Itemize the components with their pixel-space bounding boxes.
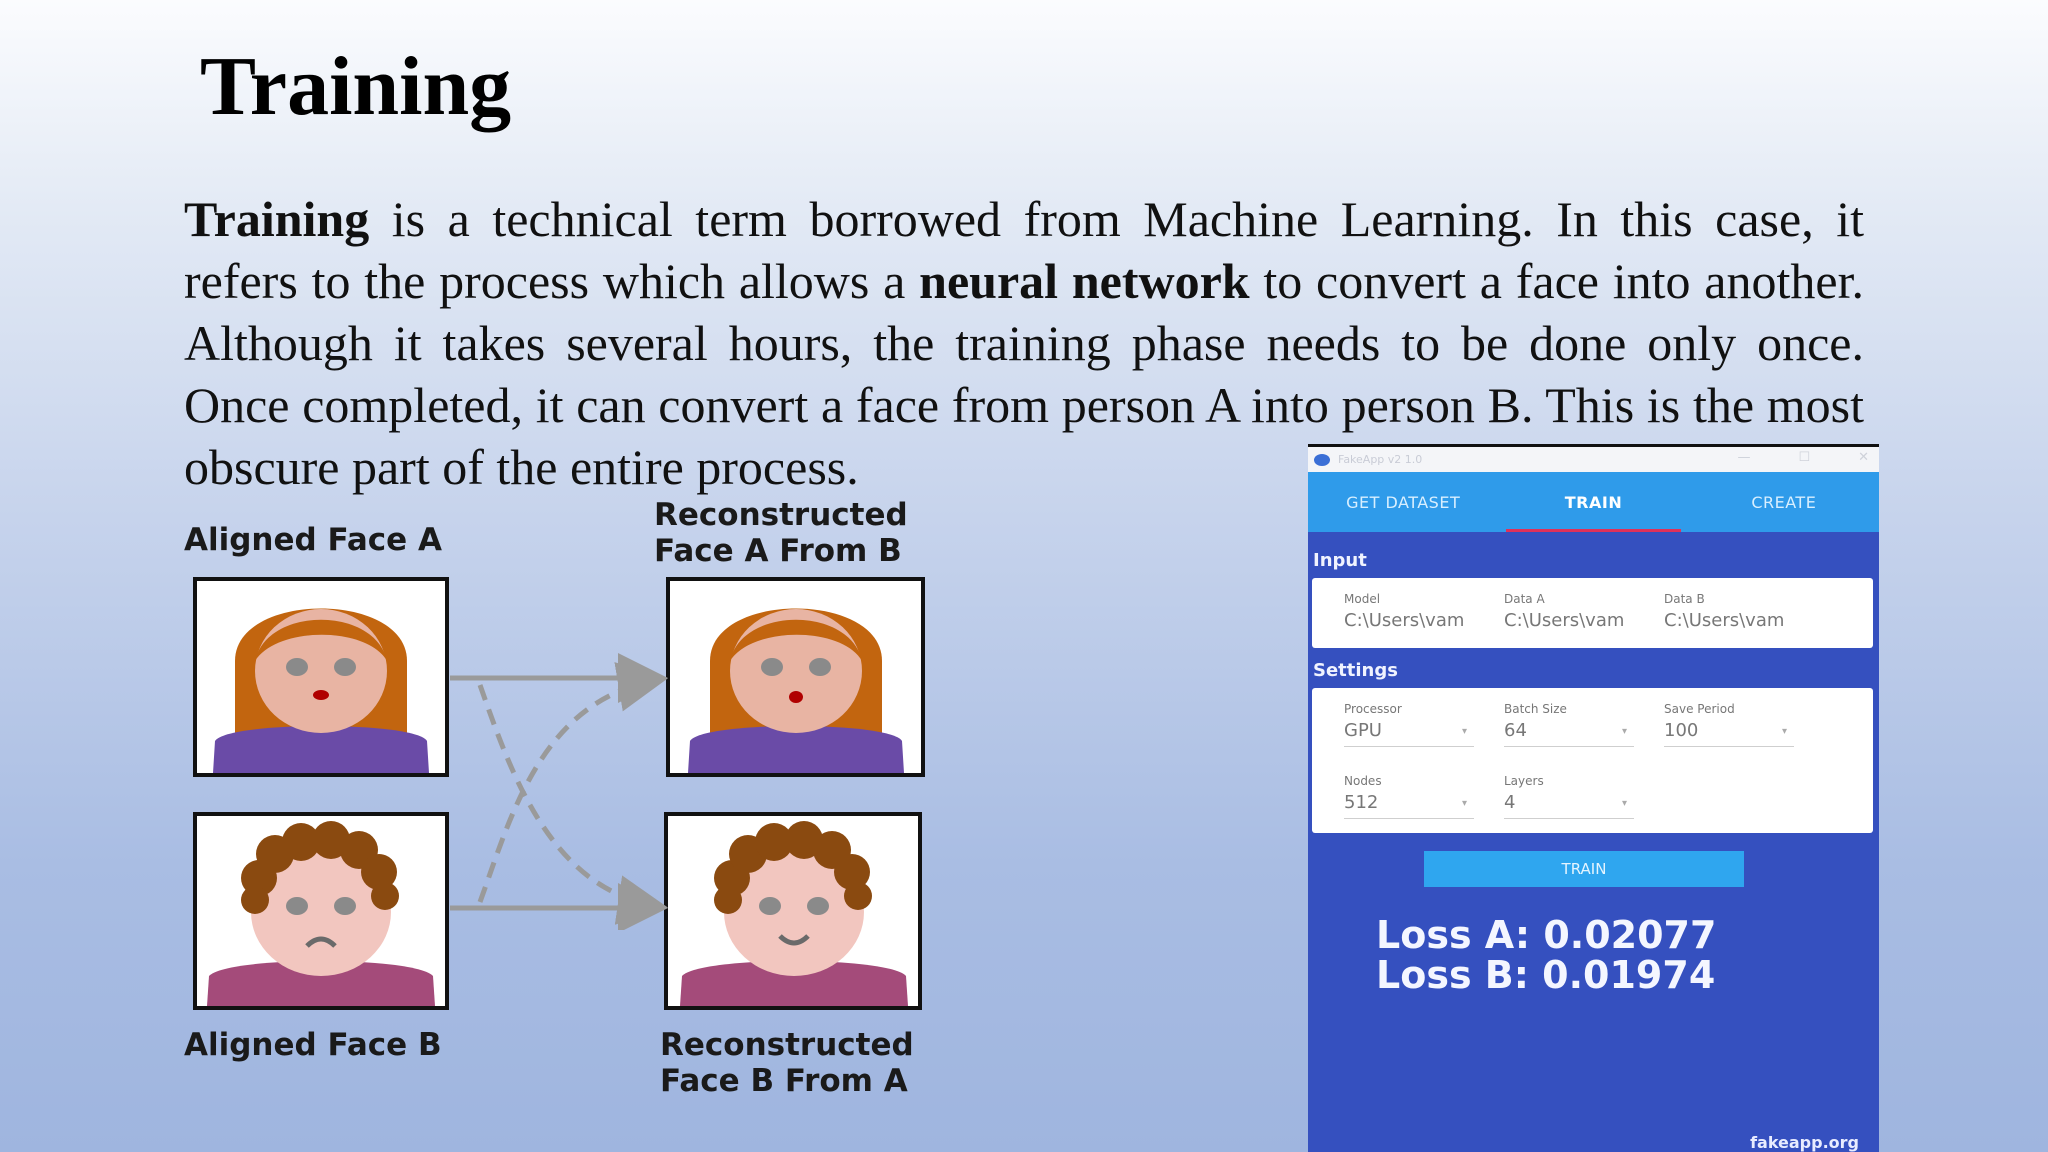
- arrow-b-to-a-dashed: [480, 680, 658, 902]
- input-heading: Input: [1313, 550, 1367, 571]
- model-label: Model: [1344, 592, 1381, 606]
- aligned-face-a-image: [193, 577, 449, 777]
- label-aligned-face-b: Aligned Face B: [184, 1027, 442, 1063]
- data-b-field[interactable]: C:\Users\vam: [1664, 610, 1785, 631]
- nodes-underline: [1344, 818, 1474, 819]
- batch-size-chevron-down-icon[interactable]: ▾: [1622, 726, 1628, 737]
- label-reconstructed-b-line2: Face B From A: [660, 1063, 908, 1099]
- layers-label: Layers: [1504, 774, 1544, 788]
- save-period-label: Save Period: [1664, 702, 1735, 716]
- loss-b-readout: Loss B: 0.01974: [1376, 953, 1716, 997]
- data-b-label: Data B: [1664, 592, 1705, 606]
- app-logo-icon: [1314, 454, 1330, 466]
- save-period-chevron-down-icon[interactable]: ▾: [1782, 726, 1788, 737]
- paragraph-text-1: is a technical term borrowed from Machine Learning. In this case, it refers to the process which allows a: [184, 191, 1864, 309]
- paragraph-text-2: to convert a face into another. Although it takes several hours, the training phase needs to be done only once. Once completed, it can convert a face from person A into person B. This is the most obscure part of the entire process.: [184, 253, 1864, 495]
- tab-train[interactable]: TRAIN: [1498, 472, 1688, 532]
- nodes-select[interactable]: 512: [1344, 792, 1379, 813]
- batch-size-label: Batch Size: [1504, 702, 1567, 716]
- term-training: Training: [184, 191, 370, 247]
- label-reconstructed-b-line1: Reconstructed: [660, 1027, 914, 1063]
- model-field[interactable]: C:\Users\vam: [1344, 610, 1465, 631]
- nodes-chevron-down-icon[interactable]: ▾: [1462, 798, 1468, 809]
- app-title: FakeApp v2 1.0: [1338, 453, 1423, 466]
- tab-create[interactable]: CREATE: [1751, 492, 1817, 512]
- batch-size-select[interactable]: 64: [1504, 720, 1527, 741]
- processor-label: Processor: [1344, 702, 1402, 716]
- reconstructed-face-b-image: [664, 812, 922, 1010]
- tab-get-dataset[interactable]: GET DATASET: [1346, 492, 1461, 512]
- term-neural-network: neural network: [919, 253, 1250, 309]
- layers-select[interactable]: 4: [1504, 792, 1516, 813]
- label-reconstructed-a-line2: Face A From B: [654, 533, 902, 569]
- site-url: fakeapp.org: [1750, 1133, 1859, 1152]
- app-titlebar: [1308, 447, 1879, 472]
- data-a-label: Data A: [1504, 592, 1545, 606]
- save-period-underline: [1664, 746, 1794, 747]
- label-aligned-face-a: Aligned Face A: [184, 522, 442, 558]
- minimize-icon[interactable]: —: [1737, 450, 1751, 465]
- processor-select[interactable]: GPU: [1344, 720, 1382, 741]
- fakeapp-window: [1308, 444, 1879, 1152]
- diagram-arrows: [440, 640, 670, 930]
- processor-chevron-down-icon[interactable]: ▾: [1462, 726, 1468, 737]
- reconstructed-face-a-image: [666, 577, 925, 777]
- settings-heading: Settings: [1313, 660, 1398, 681]
- save-period-select[interactable]: 100: [1664, 720, 1699, 741]
- train-button[interactable]: TRAIN: [1424, 851, 1744, 887]
- layers-underline: [1504, 818, 1634, 819]
- batch-size-underline: [1504, 746, 1634, 747]
- nodes-label: Nodes: [1344, 774, 1382, 788]
- input-card: [1312, 578, 1873, 648]
- settings-card: [1312, 688, 1873, 833]
- close-icon[interactable]: ✕: [1858, 450, 1869, 465]
- data-a-field[interactable]: C:\Users\vam: [1504, 610, 1625, 631]
- maximize-icon[interactable]: ☐: [1798, 450, 1811, 465]
- aligned-face-b-image: [193, 812, 449, 1010]
- app-tabs: [1308, 472, 1879, 532]
- slide-title: Training: [200, 40, 512, 133]
- processor-underline: [1344, 746, 1474, 747]
- layers-chevron-down-icon[interactable]: ▾: [1622, 798, 1628, 809]
- loss-a-readout: Loss A: 0.02077: [1376, 913, 1717, 957]
- label-reconstructed-a-line1: Reconstructed: [654, 497, 908, 533]
- arrow-a-to-b-dashed: [480, 685, 658, 906]
